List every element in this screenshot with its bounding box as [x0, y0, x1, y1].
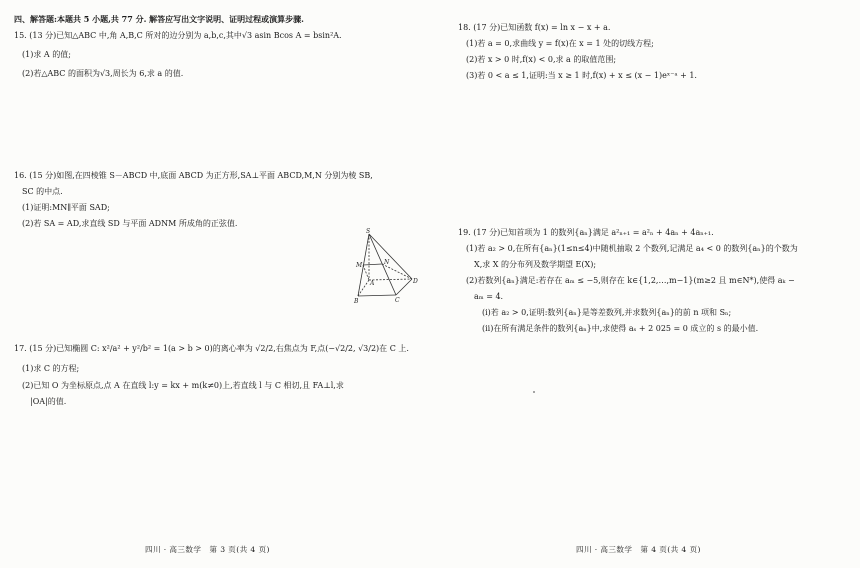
q16-stem-line1: 16. (15 分)如图,在四棱锥 S－ABCD 中,底面 ABCD 为正方形,SA⊥平面 ABCD,M,N 分别为棱 SB, [14, 171, 373, 180]
q17-part2-line1: (2)已知 O 为坐标原点,点 A 在直线 l:y = kx + m(k≠0)上,若直线 l 与 C 相切,且 FA⊥l,求 [22, 381, 344, 390]
q19-part2-line1: (2)若数列{aₙ}满足:若存在 aₘ ≤ −5,则存在 k∈{1,2,…,m−1}(m≥2 且 m∈N*),使得 aₖ − [466, 276, 795, 285]
q15-part1: (1)求 A 的值; [22, 50, 71, 59]
section-heading: 四、解答题:本题共 5 小题,共 77 分. 解答应写出文字说明、证明过程或演算步骤. [14, 14, 304, 24]
q15-part2: (2)若△ABC 的面积为√3,周长为 6,求 a 的值. [22, 69, 184, 78]
edge-ad [369, 279, 412, 280]
label-b: B [354, 298, 359, 305]
edge-cd [396, 279, 412, 295]
edge-sd [369, 234, 412, 279]
q16-stem-line2: SC 的中点. [22, 187, 63, 196]
q18-part3: (3)若 0 < a ≤ 1,证明:当 x ≥ 1 时,f(x) + x ≤ (x − 1)eˣ⁻ᵃ + 1. [466, 71, 697, 80]
label-s: S [366, 228, 371, 235]
edge-bc [358, 295, 396, 296]
q19-part1-line1: (1)若 a₂ > 0,在所有{aₙ}(1≤n≤4)中随机抽取 2 个数列,记满足 a₄ < 0 的数列{aₙ}的个数为 [466, 244, 798, 253]
q19-part2-line2: aₘ = 4. [474, 292, 504, 301]
q19-part2-sub-i: (i)若 a₂ > 0,证明:数列{aₙ}是等差数列,并求数列{aₙ}的前 n 项和 Sₙ; [482, 308, 732, 317]
footer-page-3: 四川 · 高三数学 第 3 页(共 4 页) [145, 545, 270, 554]
label-c: C [395, 297, 400, 304]
label-n: N [384, 259, 390, 266]
q18-part2: (2)若 x > 0 时,f(x) < 0,求 a 的取值范围; [466, 55, 617, 64]
q17-stem: 17. (15 分)已知椭圆 C: x²/a² + y²/b² = 1(a > b > 0)的离心率为 √2/2,右焦点为 F,点(−√2/2, √3/2)在 C 上. [14, 344, 409, 353]
q16-part2: (2)若 SA = AD,求直线 SD 与平面 ADNM 所成角的正弦值. [22, 219, 238, 228]
q16-part1: (1)证明:MN∥平面 SAD; [22, 203, 110, 212]
footer-page-4: 四川 · 高三数学 第 4 页(共 4 页) [576, 545, 701, 554]
segment-nd [382, 264, 412, 279]
label-d: D [413, 278, 418, 285]
q19-part2-sub-ii: (ii)在所有满足条件的数列{aₙ}中,求使得 aₛ + 2 025 = 0 成立的 s 的最小值. [482, 324, 759, 333]
q18-part1: (1)若 a = 0,求曲线 y = f(x)在 x = 1 处的切线方程; [466, 39, 654, 48]
q15-stem: 15. (13 分)已知△ABC 中,角 A,B,C 所对的边分别为 a,b,c,其中√3 asin Bcos A = bsin²A. [14, 31, 342, 40]
label-a: A [370, 280, 375, 287]
q17-part1: (1)求 C 的方程; [22, 364, 80, 373]
q17-part2-line2: |OA|的值. [30, 397, 67, 406]
scan-speck [533, 391, 535, 393]
q19-stem: 19. (17 分)已知首项为 1 的数列{aₙ}满足 a²ₙ₊₁ = a²ₙ + 4aₙ + 4aₙ₊₁. [458, 228, 714, 237]
exam-page-4 [430, 0, 860, 568]
q19-part1-line2: X,求 X 的分布列及数学期望 E(X); [474, 260, 597, 269]
segment-am [363, 265, 369, 280]
q18-stem: 18. (17 分)已知函数 f(x) = ln x − x + a. [458, 23, 611, 32]
segment-mn [363, 264, 382, 265]
label-m: M [356, 262, 363, 269]
pyramid-figure [345, 228, 425, 308]
